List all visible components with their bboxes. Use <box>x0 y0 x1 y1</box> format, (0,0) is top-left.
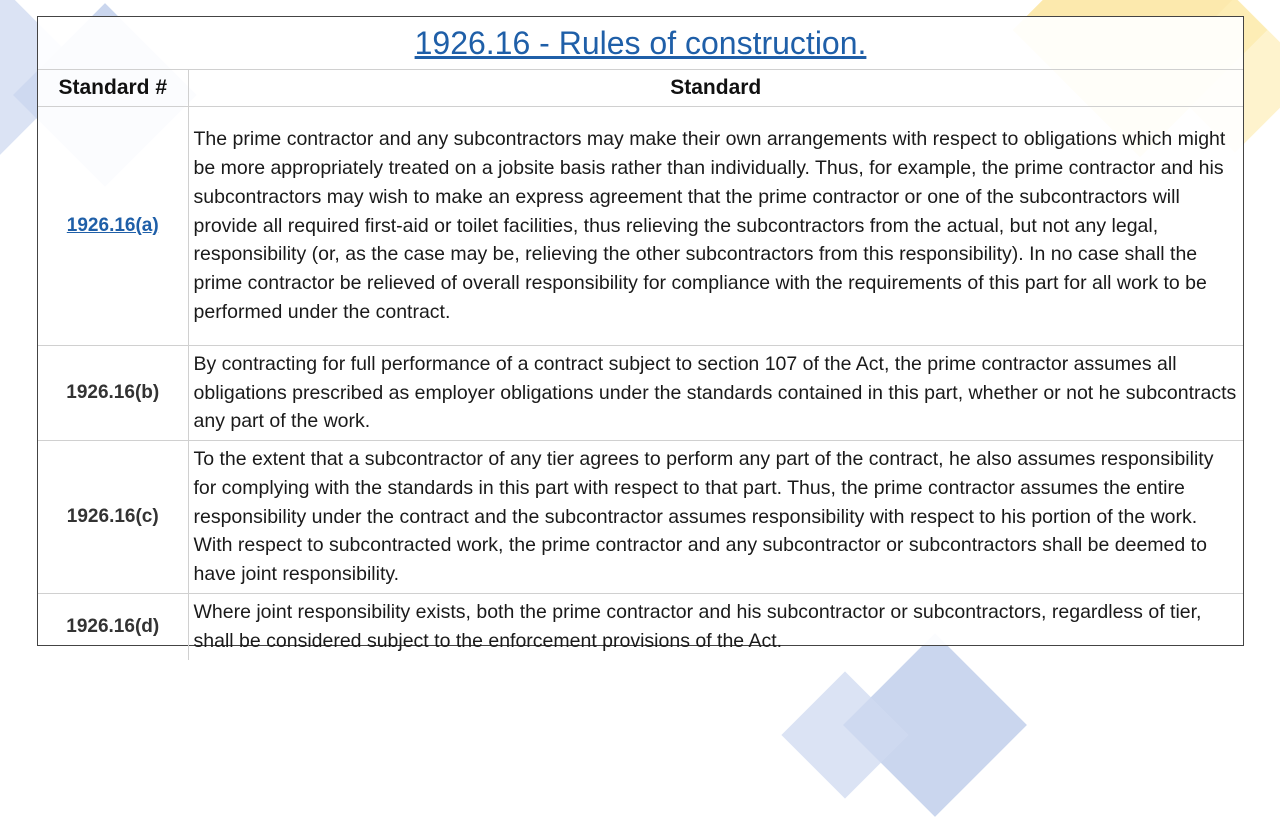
table-row <box>38 441 1243 594</box>
standards-slide <box>37 16 1244 652</box>
standard-number-cell: 1926.16(b) <box>38 346 188 441</box>
standard-number-cell: 1926.16(d) <box>38 594 188 661</box>
table-row <box>38 594 1243 661</box>
standard-text-cell: Where joint responsibility exists, both the prime contractor and his subcontractor or subcontractors, regardless of tier, shall be considered subject to the enforcement provisions of the Act. <box>188 594 1243 661</box>
standard-number-cell <box>38 107 188 346</box>
table-header-row <box>38 70 1243 107</box>
standard-text-cell: By contracting for full performance of a contract subject to section 107 of the Act, the prime contractor assumes all obligations prescribed as employer obligations under the standards contained in this part, whether or not he subcontracts any part of the work. <box>188 346 1243 441</box>
standard-number-link[interactable]: 1926.16(a) <box>66 215 159 236</box>
header-standard: Standard <box>188 70 1243 107</box>
page-title-link[interactable]: 1926.16 - Rules of construction. <box>414 24 867 61</box>
standard-number-cell: 1926.16(c) <box>38 441 188 594</box>
title-row <box>38 17 1243 70</box>
table-row <box>38 107 1243 346</box>
standard-text-cell: To the extent that a subcontractor of any tier agrees to perform any part of the contract, he also assumes responsibility for complying with the standards in this part with respect to that part. Thus, the prime contractor assumes the entire responsibility under the contract and the subcontractor assumes responsibility with respect to his portion of the work. With respect to subcontracted work, the prime contractor and any subcontractor or subcontractors shall be deemed to have joint responsibility. <box>188 441 1243 594</box>
standards-table <box>38 70 1243 660</box>
header-standard-number: Standard # <box>38 70 188 107</box>
standard-text-cell: The prime contractor and any subcontractors may make their own arrangements with respect to obligations which might be more appropriately treated on a jobsite basis rather than individually. Thus, for example, the prime contractor and his subcontractors may wish to make an express agreement that the prime contractor or one of the subcontractors will provide all required first-aid or toilet facilities, thus relieving the subcontractors from the actual, but not any legal, responsibility (or, as the case may be, relieving the other subcontractors from this responsibility). In no case shall the prime contractor be relieved of overall responsibility for compliance with the requirements of this part for all work to be performed under the contract. <box>188 107 1243 346</box>
table-row <box>38 346 1243 441</box>
